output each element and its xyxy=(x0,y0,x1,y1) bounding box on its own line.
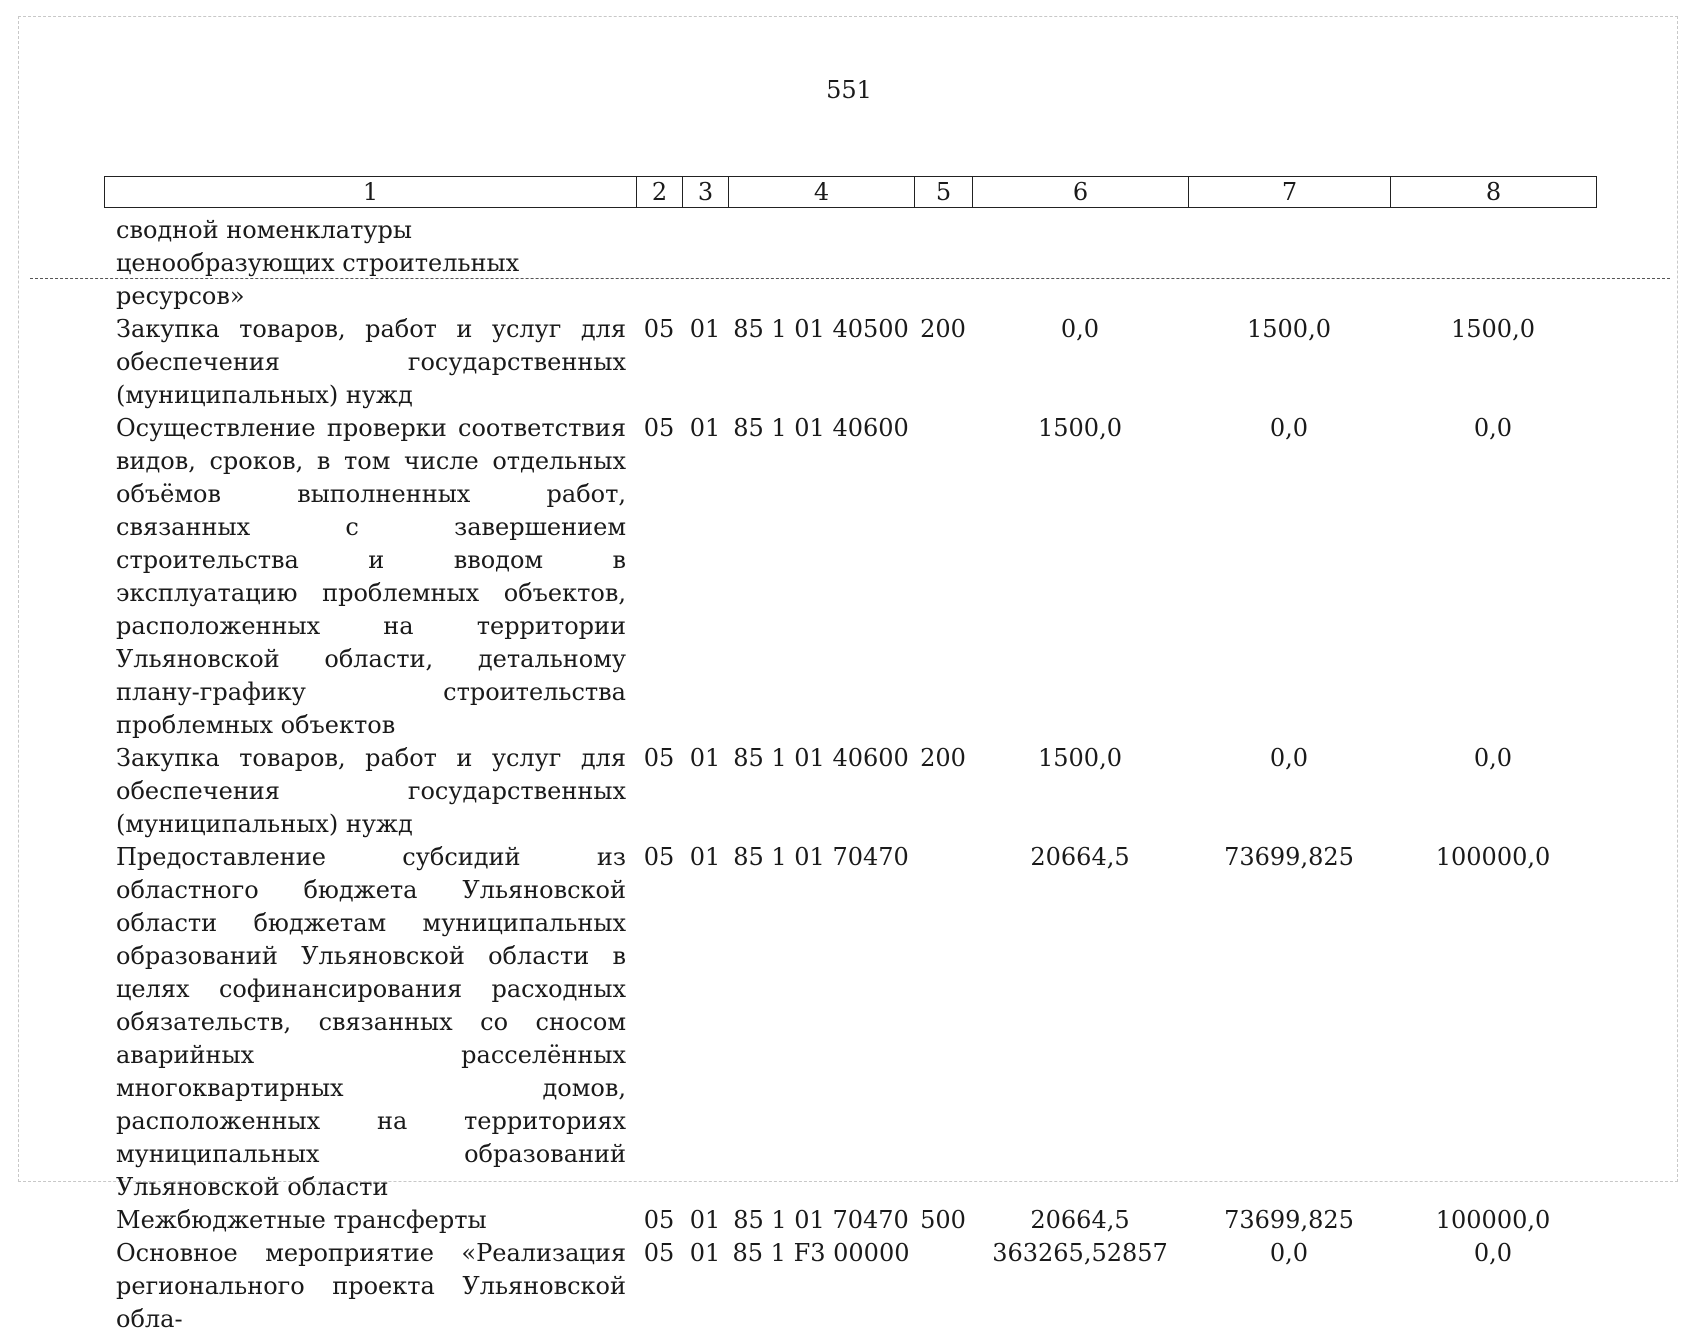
row-value-1: 1500,0 xyxy=(1038,414,1122,442)
column-number-8: 8 xyxy=(1391,177,1597,208)
table-row xyxy=(104,1204,1596,1237)
row-csr: 85 1 01 40600 xyxy=(733,414,909,442)
row-pr: 01 xyxy=(689,744,721,772)
row-pr: 01 xyxy=(689,1206,721,1234)
column-number-5: 5 xyxy=(915,177,973,208)
row-value-3: 1500,0 xyxy=(1451,315,1535,343)
row-pr xyxy=(682,214,728,313)
row-vr xyxy=(914,1237,972,1336)
table-row xyxy=(104,313,1596,412)
row-csr: 85 1 01 70470 xyxy=(733,843,909,871)
row-csr: 85 1 01 40500 xyxy=(733,315,909,343)
column-number-1: 1 xyxy=(105,177,637,208)
row-rz: 05 xyxy=(643,1206,675,1234)
row-rz: 05 xyxy=(643,315,675,343)
row-vr xyxy=(914,841,972,1204)
row-value-3: 0,0 xyxy=(1473,744,1513,772)
table-row xyxy=(104,214,1596,313)
column-number-4: 4 xyxy=(729,177,915,208)
row-name: сводной номенклатуры ценообразующих строительных ресурсов» xyxy=(116,216,520,310)
row-pr: 01 xyxy=(689,843,721,871)
budget-table xyxy=(104,214,1596,1336)
row-name: Осуществление проверки соответствия видов, сроков, в том числе отдельных объёмов выполненных работ, связанных с завершением строительства и вводом в эксплуатацию проблемных объектов, расположенных на территории Ульяновской области, детальному плану-графику строительства проблемных объектов xyxy=(116,414,626,739)
row-vr xyxy=(914,214,972,313)
page-number: 551 xyxy=(826,76,872,104)
row-name: Предоставление субсидий из областного бюджета Ульяновской области бюджетам муниципальных образований Ульяновской области в целях софинансирования расходных обязательств, связанных со сносом аварийных расселённых многоквартирных домов, расположенных на территориях муниципальных образований Ульяновской области xyxy=(116,843,626,1201)
column-number-6: 6 xyxy=(973,177,1189,208)
row-name: Межбюджетные трансферты xyxy=(116,1206,487,1234)
row-value-2: 0,0 xyxy=(1269,1239,1309,1267)
table-row xyxy=(104,412,1596,742)
table-row xyxy=(104,841,1596,1204)
row-value-2 xyxy=(1188,214,1390,313)
row-vr: 200 xyxy=(920,744,966,772)
row-pr: 01 xyxy=(689,315,721,343)
row-pr: 01 xyxy=(689,414,721,442)
table-row xyxy=(104,1237,1596,1336)
row-name: Закупка товаров, работ и услуг для обеспечения государственных (муниципальных) нужд xyxy=(116,744,626,838)
column-header-row xyxy=(104,176,1597,208)
row-value-2: 73699,825 xyxy=(1224,1206,1354,1234)
row-value-3: 100000,0 xyxy=(1435,1206,1551,1234)
row-vr: 200 xyxy=(920,315,966,343)
row-value-3: 100000,0 xyxy=(1435,843,1551,871)
row-value-1: 20664,5 xyxy=(1030,1206,1130,1234)
row-value-3: 0,0 xyxy=(1473,414,1513,442)
column-number-2: 2 xyxy=(637,177,683,208)
row-rz: 05 xyxy=(643,744,675,772)
row-value-1: 0,0 xyxy=(1060,315,1100,343)
row-value-1: 363265,52857 xyxy=(992,1239,1168,1267)
row-csr: 85 1 01 70470 xyxy=(733,1206,909,1234)
row-name: Основное мероприятие «Реализация регионального проекта Ульяновской обла- xyxy=(116,1239,626,1333)
row-vr xyxy=(914,412,972,742)
row-name: Закупка товаров, работ и услуг для обеспечения государственных (муниципальных) нужд xyxy=(116,315,626,409)
row-value-2: 1500,0 xyxy=(1247,315,1331,343)
row-pr: 01 xyxy=(689,1239,721,1267)
row-rz xyxy=(636,214,682,313)
row-value-2: 73699,825 xyxy=(1224,843,1354,871)
row-rz: 05 xyxy=(643,414,675,442)
column-number-3: 3 xyxy=(683,177,729,208)
row-rz: 05 xyxy=(643,1239,675,1267)
row-value-1: 20664,5 xyxy=(1030,843,1130,871)
row-value-2: 0,0 xyxy=(1269,414,1309,442)
row-value-1 xyxy=(972,214,1188,313)
row-rz: 05 xyxy=(643,843,675,871)
row-csr xyxy=(728,214,914,313)
row-vr: 500 xyxy=(920,1206,966,1234)
table-row xyxy=(104,742,1596,841)
column-number-7: 7 xyxy=(1189,177,1391,208)
row-csr: 85 1 F3 00000 xyxy=(732,1239,910,1267)
row-value-1: 1500,0 xyxy=(1038,744,1122,772)
row-value-2: 0,0 xyxy=(1269,744,1309,772)
row-value-3: 0,0 xyxy=(1473,1239,1513,1267)
row-csr: 85 1 01 40600 xyxy=(733,744,909,772)
row-value-3 xyxy=(1390,214,1596,313)
